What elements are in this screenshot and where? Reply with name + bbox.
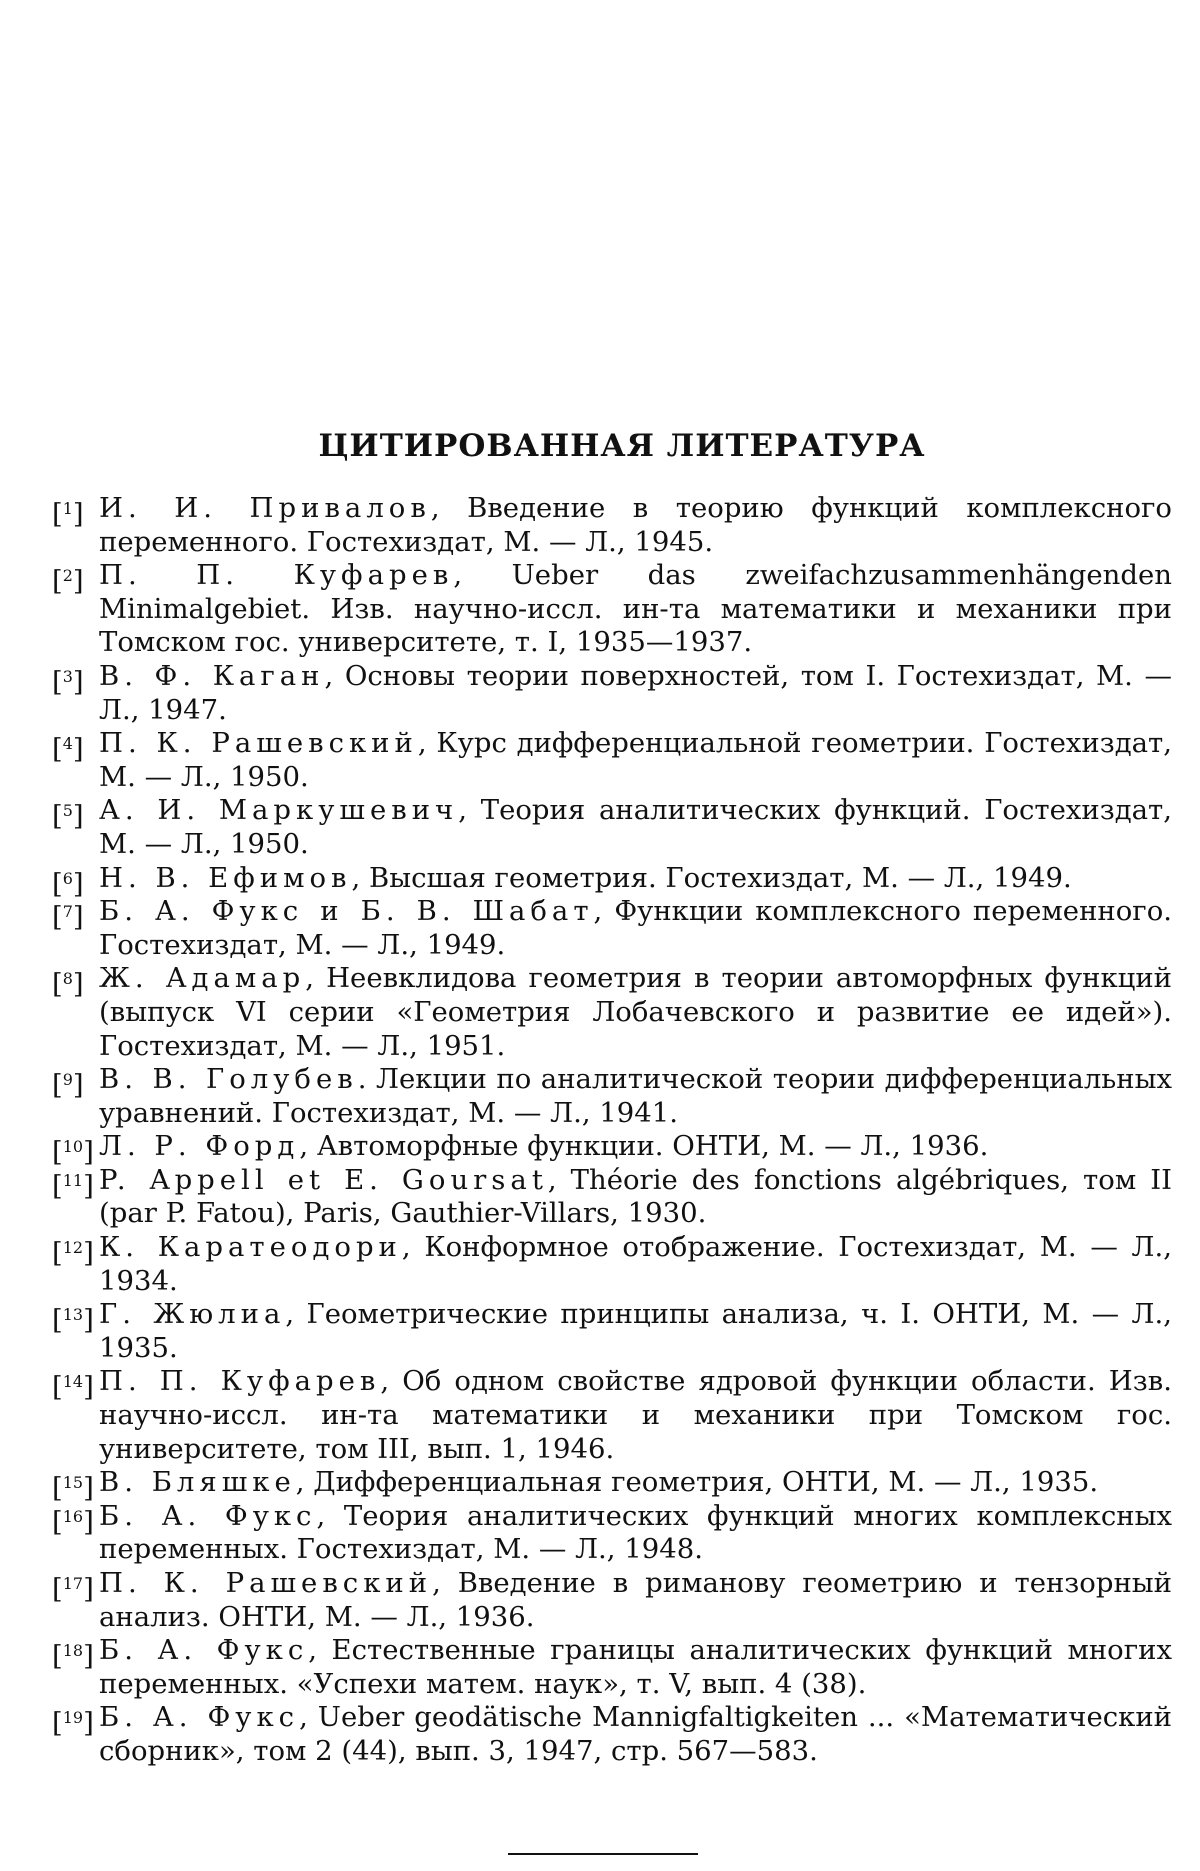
reference-item — [52, 895, 1172, 962]
reference-item — [52, 1634, 1172, 1701]
reference-text: , Дифференциальная геометрия, ОНТИ, М. — Л., 1935. — [295, 1466, 1099, 1499]
reference-author: Б. А. Фукс — [99, 1499, 317, 1532]
reference-item — [52, 1063, 1172, 1130]
reference-author: И. И. Привалов — [99, 492, 431, 524]
reference-text: , Функции комплексного переменного. Гостехиздат, М. — Л., 1949. — [99, 895, 1172, 961]
reference-text: , Введение в теорию функций комплексного переменного. Гостехиздат, М. — Л., 1945. — [99, 492, 1172, 558]
reference-number: [$^{17}$] — [52, 1573, 94, 1605]
reference-text: , Курс дифференциальной геометрии. Гостехиздат, М. — Л., 1950. — [99, 727, 1172, 793]
reference-text: , Ueber das zweifachzusammenhängenden Minimalgebiet. Изв. научно-иссл. ин-та математики и механики при Томском гос. университете, т. I, 1935—1937. — [99, 559, 1172, 659]
reference-text: , Теория аналитических функций. Гостехиздат, М. — Л., 1950. — [99, 794, 1172, 860]
reference-author: В. Ф. Каган — [99, 659, 325, 692]
reference-item — [52, 727, 1172, 794]
reference-author: Б. А. Фукс — [99, 1634, 309, 1667]
reference-number: [$^{11}$] — [52, 1169, 94, 1202]
reference-text: , Théorie des fonctions algébriques, том II (par P. Fatou), Paris, Gauthier-Villars, 1930. — [99, 1163, 1172, 1230]
reference-number: [$^4$] — [52, 733, 84, 766]
reference-item — [52, 1701, 1172, 1768]
reference-number: [$^1$] — [52, 498, 84, 530]
reference-item — [52, 1500, 1172, 1567]
reference-text: , Об одном свойстве ядровой функции области. Изв. научно-иссл. ин-та математики и механики при Томском гос. университете, том III, вып. 1, 1946. — [99, 1365, 1172, 1465]
bibliography-page — [52, 428, 1172, 1769]
reference-text: , Теория аналитических функций многих комплексных переменных. Гостехиздат, М. — Л., 1948. — [99, 1499, 1172, 1566]
reference-number: [$^6$] — [52, 867, 84, 900]
page-title: ЦИТИРОВАННАЯ ЛИТЕРАТУРА — [318, 428, 926, 464]
reference-author: Б. А. Фукс и Б. В. Шабат — [99, 895, 594, 928]
reference-item — [52, 1365, 1172, 1466]
reference-author: Л. Р. Форд — [99, 1130, 300, 1163]
reference-number: [$^5$] — [52, 800, 84, 833]
reference-number: [$^{13}$] — [52, 1304, 94, 1337]
reference-text: , Ueber geodätische Mannigfaltigkeiten ... «Математический сборник», том 2 (44), вып. 3, 1947, стр. 567—583. — [99, 1701, 1172, 1767]
reference-text: , Конформное отображение. Гостехиздат, М. — Л., 1934. — [99, 1231, 1172, 1297]
reference-item — [52, 1231, 1172, 1298]
reference-author: Б. А. Фукс — [99, 1701, 300, 1734]
reference-author: В. В. Голубев — [99, 1063, 358, 1096]
reference-number: [$^{18}$] — [52, 1640, 94, 1673]
reference-number: [$^{12}$] — [52, 1237, 94, 1270]
reference-item — [52, 492, 1172, 559]
reference-text: . Лекции по аналитической теории дифференциальных уравнений. Гостехиздат, М. — Л., 1941. — [99, 1063, 1172, 1129]
reference-number: [$^{19}$] — [52, 1707, 94, 1740]
reference-author: П. П. Куфарев — [99, 559, 454, 592]
reference-text: , Неевклидова геометрия в теории автоморфных функций (выпуск VI серии «Геометрия Лобачевского и развитие ее идей»). Гостехиздат, М. — Л., 1951. — [99, 962, 1172, 1062]
reference-text: , Введение в риманову геометрию и тензорный анализ. ОНТИ, М. — Л., 1936. — [99, 1567, 1173, 1633]
reference-item — [52, 559, 1172, 660]
reference-item — [52, 1130, 1172, 1169]
reference-author: А. И. Маркушевич — [99, 794, 459, 827]
reference-item — [52, 794, 1172, 861]
reference-author: П. К. Рашевский — [99, 727, 418, 760]
reference-item — [52, 1567, 1172, 1634]
reference-item — [52, 861, 1172, 900]
reference-number: [$^3$] — [52, 665, 84, 698]
reference-item — [52, 660, 1172, 727]
reference-number: [$^{14}$] — [52, 1371, 94, 1404]
reference-list — [52, 492, 1172, 1769]
reference-author: П. К. Рашевский — [99, 1567, 433, 1599]
reference-item — [52, 1466, 1172, 1505]
reference-author: Ж. Адамар — [99, 962, 306, 995]
reference-number: [$^8$] — [52, 968, 84, 1001]
reference-number: [$^{15}$] — [52, 1472, 94, 1505]
reference-number: [$^{16}$] — [52, 1505, 94, 1538]
reference-text: , Автоморфные функции. ОНТИ, М. — Л., 1936. — [299, 1130, 989, 1163]
reference-author: Н. В. Ефимов — [99, 861, 352, 894]
reference-author: В. Бляшке — [99, 1466, 296, 1499]
reference-text: , Высшая геометрия. Гостехиздат, М. — Л., 1949. — [351, 861, 1072, 894]
reference-author: Г. Жюлиа — [99, 1298, 286, 1331]
reference-number: [$^9$] — [52, 1069, 84, 1102]
reference-number: [$^7$] — [52, 901, 84, 934]
reference-text: , Основы теории поверхностей, том I. Гостехиздат, М. — Л., 1947. — [99, 659, 1173, 726]
reference-text: , Геометрические принципы анализа, ч. I. ОНТИ, М. — Л., 1935. — [99, 1298, 1172, 1364]
reference-author: К. Каратеодори — [99, 1231, 402, 1264]
reference-author: П. П. Куфарев — [99, 1365, 381, 1398]
end-rule-divider — [508, 1853, 698, 1855]
reference-item — [52, 1298, 1172, 1365]
reference-number: [$^2$] — [52, 565, 84, 598]
reference-author: P. Appell et E. Goursat — [99, 1163, 548, 1196]
reference-number: [$^{10}$] — [52, 1136, 94, 1169]
reference-item — [52, 962, 1172, 1063]
reference-item — [52, 1164, 1172, 1231]
reference-text: , Естественные границы аналитических функций многих переменных. «Успехи матем. наук», т. V, вып. 4 (38). — [99, 1634, 1172, 1700]
